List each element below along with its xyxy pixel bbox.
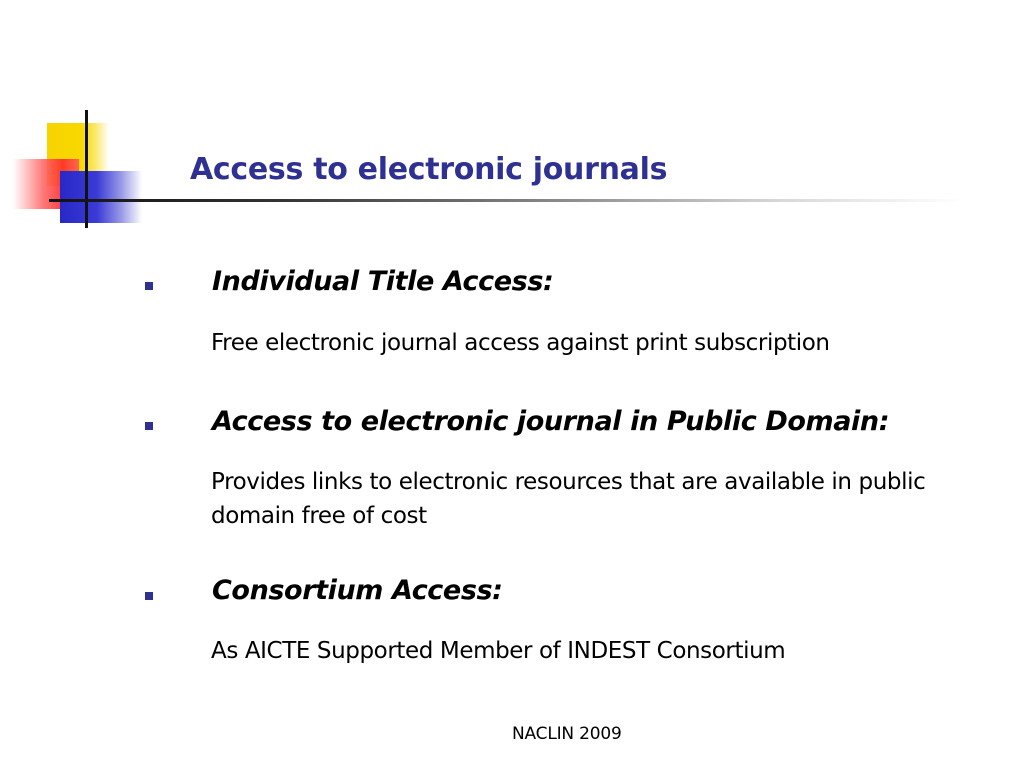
slide-footer: NACLIN 2009 — [512, 724, 622, 744]
bullet-heading: Access to electronic journal in Public Domain: — [212, 406, 890, 437]
bullet-description: Free electronic journal access against print subscription — [211, 330, 830, 356]
square-bullet-icon — [145, 592, 153, 600]
square-bullet-icon — [145, 422, 153, 430]
bullet-heading: Consortium Access: — [212, 575, 503, 606]
bullet-heading: Individual Title Access: — [212, 266, 554, 297]
square-bullet-icon — [145, 282, 153, 290]
bullet-description: Provides links to electronic resources that are available in public domain free of cost — [211, 469, 926, 529]
slide-title: Access to electronic journals — [190, 152, 668, 187]
bullet-description: As AICTE Supported Member of INDEST Consortium — [211, 638, 786, 664]
